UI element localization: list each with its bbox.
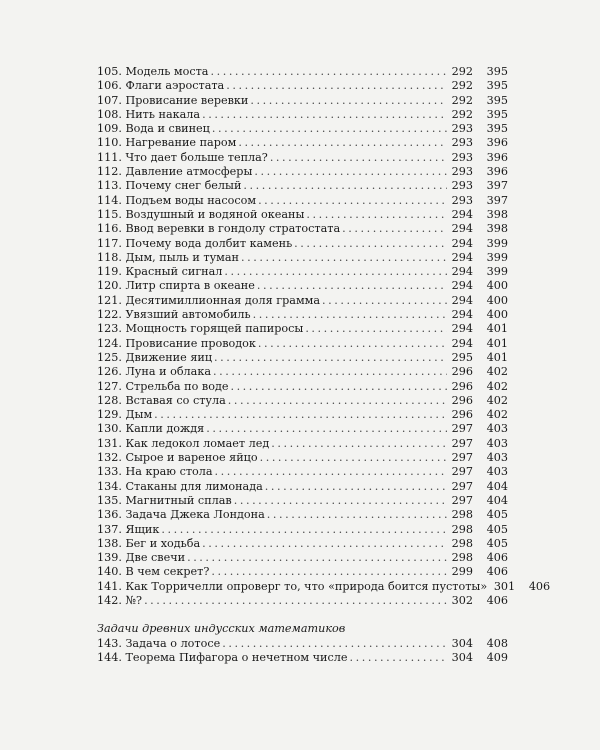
toc-entry-page: 298	[451, 508, 473, 522]
dot-leader	[260, 451, 447, 465]
toc-entry	[97, 465, 508, 479]
toc-entry	[97, 108, 508, 122]
toc-entry-page: 293	[451, 165, 473, 179]
toc-entry	[97, 151, 508, 165]
toc-entry-page: 294	[451, 279, 473, 293]
toc-entry-title: 123. Мощность горящей папиросы	[97, 322, 304, 336]
toc-entry	[97, 222, 508, 236]
dot-leader	[305, 322, 447, 336]
toc-entry	[97, 237, 508, 251]
toc-entry-answer-page: 397	[486, 179, 508, 193]
toc-entry-title: 131. Как ледокол ломает лед	[97, 436, 270, 450]
toc-entry-answer-page: 401	[486, 322, 508, 336]
toc-entry-title: 144. Теорема Пифагора о нечетном числе	[97, 651, 348, 665]
toc-entry-answer-page: 405	[486, 508, 508, 522]
toc-entry-answer-page: 403	[486, 451, 508, 465]
toc-entry	[97, 594, 508, 608]
toc-entry-answer-page: 395	[486, 122, 508, 136]
toc-entry-title: 127. Стрельба по воде	[97, 379, 229, 393]
toc-entry	[97, 380, 508, 394]
toc-entry-page: 293	[451, 136, 473, 150]
toc-entry-answer-page: 396	[486, 150, 508, 164]
toc-entry	[97, 208, 508, 222]
toc-entry-page: 297	[451, 422, 473, 436]
toc-entry-title: 132. Сырое и вареное яйцо	[97, 451, 258, 465]
dot-leader	[212, 122, 447, 136]
toc-entry-page: 297	[451, 479, 473, 493]
toc-entry-title: 108. Нить накала	[97, 107, 201, 121]
toc-entry-title: 126. Луна и облака	[97, 365, 211, 379]
toc-entry-page: 302	[451, 593, 473, 607]
dot-leader	[202, 108, 447, 122]
toc-entry-answer-page: 409	[486, 651, 508, 665]
dot-leader	[270, 151, 447, 165]
dot-leader	[243, 179, 447, 193]
toc-entry-page: 294	[451, 322, 473, 336]
toc-entry-page: 293	[451, 150, 473, 164]
toc-entry-answer-page: 402	[486, 365, 508, 379]
dot-leader	[271, 437, 447, 451]
dot-leader	[222, 637, 447, 651]
dot-leader	[254, 165, 447, 179]
toc-entry-title: 122. Увязший автомобиль	[97, 308, 251, 322]
toc-entry-page: 298	[451, 522, 473, 536]
toc-entry-title: 118. Дым, пыль и туман	[97, 250, 240, 264]
dot-leader	[210, 65, 447, 79]
toc-entry-page: 296	[451, 393, 473, 407]
toc-entry-title: 134. Стаканы для лимонада	[97, 479, 263, 493]
toc-entry-page: 297	[451, 493, 473, 507]
toc-entry-answer-page: 402	[486, 408, 508, 422]
toc-entry	[97, 565, 508, 579]
toc-entry-title: 137. Ящик	[97, 522, 160, 536]
toc-entry-title: 143. Задача о лотосе	[97, 637, 221, 650]
toc-entry-title: 142. №?	[97, 593, 143, 607]
toc-entry-answer-page: 395	[486, 65, 508, 78]
toc-entry-title: 119. Красный сигнал	[97, 265, 223, 279]
toc-entry-page: 296	[451, 379, 473, 393]
toc-entry-title: 141. Как Торричелли опроверг то, что «природа боится пустоты»	[97, 579, 488, 593]
dot-leader	[226, 79, 447, 93]
toc-entry	[97, 322, 508, 336]
toc-entry-page: 297	[451, 451, 473, 465]
toc-entry-answer-page: 403	[486, 422, 508, 436]
toc-entry	[97, 537, 508, 551]
toc-entry-page: 296	[451, 408, 473, 422]
toc-entry-answer-page: 401	[486, 350, 508, 364]
toc-entry	[97, 451, 508, 465]
toc-entry	[97, 194, 508, 208]
dot-leader	[350, 651, 448, 665]
toc-entry-title: 138. Бег и ходьба	[97, 536, 201, 550]
toc-entry	[97, 508, 508, 522]
toc-entry-page: 295	[451, 350, 473, 364]
toc-entry-answer-page: 403	[486, 465, 508, 479]
toc-entry-answer-page: 398	[486, 222, 508, 236]
toc-entry-title: 105. Модель моста	[97, 65, 209, 78]
dot-leader	[258, 194, 447, 208]
toc-entry	[97, 579, 551, 594]
toc-entry	[97, 179, 508, 193]
dot-leader	[322, 294, 447, 308]
toc-entry-answer-page: 408	[486, 637, 508, 650]
toc-entry-page: 298	[451, 536, 473, 550]
toc-entry-title: 136. Задача Джека Лондона	[97, 508, 265, 522]
toc-entry-page: 301	[493, 579, 516, 593]
dot-leader	[224, 265, 447, 279]
toc-entry-page: 294	[451, 207, 473, 221]
toc-entry-title: 120. Литр спирта в океане	[97, 279, 255, 293]
toc-entry-answer-page: 404	[486, 479, 508, 493]
toc-entry-page: 294	[451, 336, 473, 350]
toc-entry-title: 106. Флаги аэростата	[97, 79, 225, 93]
toc-entry-page: 294	[451, 250, 473, 264]
toc-entry-answer-page: 395	[486, 93, 508, 107]
toc-entry-page: 292	[451, 79, 473, 93]
toc-entry	[97, 337, 508, 351]
dot-leader	[211, 565, 447, 579]
toc-entry-answer-page: 406	[486, 551, 508, 565]
toc-entry-answer-page: 405	[486, 522, 508, 536]
toc-entry	[97, 422, 508, 436]
toc-entry-page: 292	[451, 65, 473, 78]
toc-entry-title: 121. Десятимиллионная доля грамма	[97, 293, 321, 307]
toc-entry-page: 292	[451, 107, 473, 121]
toc-entry-title: 111. Что дает больше тепла?	[97, 150, 268, 164]
toc-entry-page: 294	[451, 222, 473, 236]
toc-entry-answer-page: 403	[486, 436, 508, 450]
dot-leader	[161, 523, 447, 537]
toc-entry-answer-page: 406	[486, 565, 508, 579]
toc-entry-title: 135. Магнитный сплав	[97, 493, 232, 507]
toc-entry	[97, 394, 508, 408]
toc-entry-answer-page: 399	[486, 250, 508, 264]
toc-entry-page: 297	[451, 436, 473, 450]
toc-entry-title: 128. Вставая со стула	[97, 393, 226, 407]
toc-entry-answer-page: 399	[486, 236, 508, 250]
toc-entry-title: 133. На краю стола	[97, 465, 213, 479]
toc-entry-answer-page: 398	[486, 207, 508, 221]
toc-entry	[97, 637, 508, 651]
section-heading: Задачи древних индусских математиков	[97, 622, 346, 635]
dot-leader	[214, 351, 447, 365]
toc-entry-answer-page: 395	[486, 79, 508, 93]
toc-entry	[97, 165, 508, 179]
toc-entry-title: 124. Провисание проводок	[97, 336, 256, 350]
toc-entry-title: 117. Почему вода долбит камень	[97, 236, 293, 250]
dot-leader	[202, 537, 447, 551]
toc-entry	[97, 136, 508, 150]
toc-entry-title: 112. Давление атмосферы	[97, 165, 253, 179]
toc-entry-answer-page: 400	[486, 293, 508, 307]
toc-entry	[97, 279, 508, 293]
toc-entry	[97, 494, 508, 508]
toc-entry-page: 297	[451, 465, 473, 479]
toc-entry-page: 294	[451, 236, 473, 250]
toc-entry	[97, 65, 508, 79]
toc-entry-title: 110. Нагревание паром	[97, 136, 237, 150]
dot-leader	[294, 237, 447, 251]
toc-entry-answer-page: 400	[486, 308, 508, 322]
dot-leader	[234, 494, 447, 508]
toc-entry	[97, 265, 508, 279]
toc-entry	[97, 651, 508, 665]
toc-entry	[97, 294, 508, 308]
toc-entry-answer-page: 396	[486, 165, 508, 179]
dot-leader	[253, 308, 447, 322]
toc-entry	[97, 365, 508, 379]
toc-entry-title: 107. Провисание веревки	[97, 93, 249, 107]
toc-entry	[97, 351, 508, 365]
toc-entry-title: 113. Почему снег белый	[97, 179, 242, 193]
dot-leader	[228, 394, 447, 408]
toc-entry-answer-page: 402	[486, 393, 508, 407]
toc-entry-page: 292	[451, 93, 473, 107]
toc-entry	[97, 251, 508, 265]
dot-leader	[187, 551, 447, 565]
dot-leader	[265, 480, 447, 494]
dot-leader	[267, 508, 447, 522]
toc-entry	[97, 122, 508, 136]
toc-entry-page: 304	[451, 637, 473, 650]
dot-leader	[342, 222, 447, 236]
toc-entry-answer-page: 402	[486, 379, 508, 393]
toc-list	[97, 65, 551, 608]
toc-entry-answer-page: 396	[486, 136, 508, 150]
toc-entry	[97, 94, 508, 108]
toc-entry-answer-page: 397	[486, 193, 508, 207]
toc-entry-page: 299	[451, 565, 473, 579]
toc-entry-title: 116. Ввод веревки в гондолу стратостата	[97, 222, 341, 236]
toc-entry-page: 293	[451, 193, 473, 207]
dot-leader	[241, 251, 447, 265]
toc-entry-answer-page: 406	[486, 593, 508, 607]
toc-entry-title: 114. Подъем воды насосом	[97, 193, 257, 207]
toc-entry-title: 125. Движение яиц	[97, 350, 213, 364]
toc-entry	[97, 523, 508, 537]
toc-entry-title: 129. Дым	[97, 408, 153, 422]
dot-leader	[215, 465, 447, 479]
toc-entry	[97, 308, 508, 322]
toc-entry-title: 109. Вода и свинец	[97, 122, 210, 136]
dot-leader	[306, 208, 447, 222]
dot-leader	[257, 279, 447, 293]
toc-entry-answer-page: 395	[486, 107, 508, 121]
toc-entry	[97, 480, 508, 494]
toc-entry-title: 130. Капли дождя	[97, 422, 205, 436]
dot-leader	[154, 408, 447, 422]
dot-leader	[250, 94, 447, 108]
dot-leader	[238, 136, 447, 150]
toc-entry-page: 294	[451, 265, 473, 279]
toc-entry-answer-page: 405	[486, 536, 508, 550]
dot-leader	[230, 380, 447, 394]
toc-entry-page: 294	[451, 293, 473, 307]
toc-section-list	[97, 637, 508, 666]
toc-entry-page: 294	[451, 308, 473, 322]
toc-entry	[97, 408, 508, 422]
dot-leader	[258, 337, 447, 351]
toc-entry-title: 140. В чем секрет?	[97, 565, 210, 579]
toc-entry	[97, 551, 508, 565]
toc-entry	[97, 437, 508, 451]
toc-entry-answer-page: 400	[486, 279, 508, 293]
toc-entry-page: 296	[451, 365, 473, 379]
toc-entry-page: 293	[451, 122, 473, 136]
toc-entry-page: 298	[451, 551, 473, 565]
dot-leader	[144, 594, 447, 608]
toc-entry-answer-page: 404	[486, 493, 508, 507]
toc-entry-answer-page: 401	[486, 336, 508, 350]
toc-entry-answer-page: 399	[486, 265, 508, 279]
toc-entry-title: 139. Две свечи	[97, 551, 186, 565]
toc-entry-title: 115. Воздушный и водяной океаны	[97, 207, 305, 221]
dot-leader	[206, 422, 447, 436]
dot-leader	[213, 365, 447, 379]
toc-entry-page: 293	[451, 179, 473, 193]
toc-entry-answer-page: 406	[528, 579, 551, 593]
toc-entry	[97, 79, 508, 93]
toc-entry-page: 304	[451, 651, 473, 665]
